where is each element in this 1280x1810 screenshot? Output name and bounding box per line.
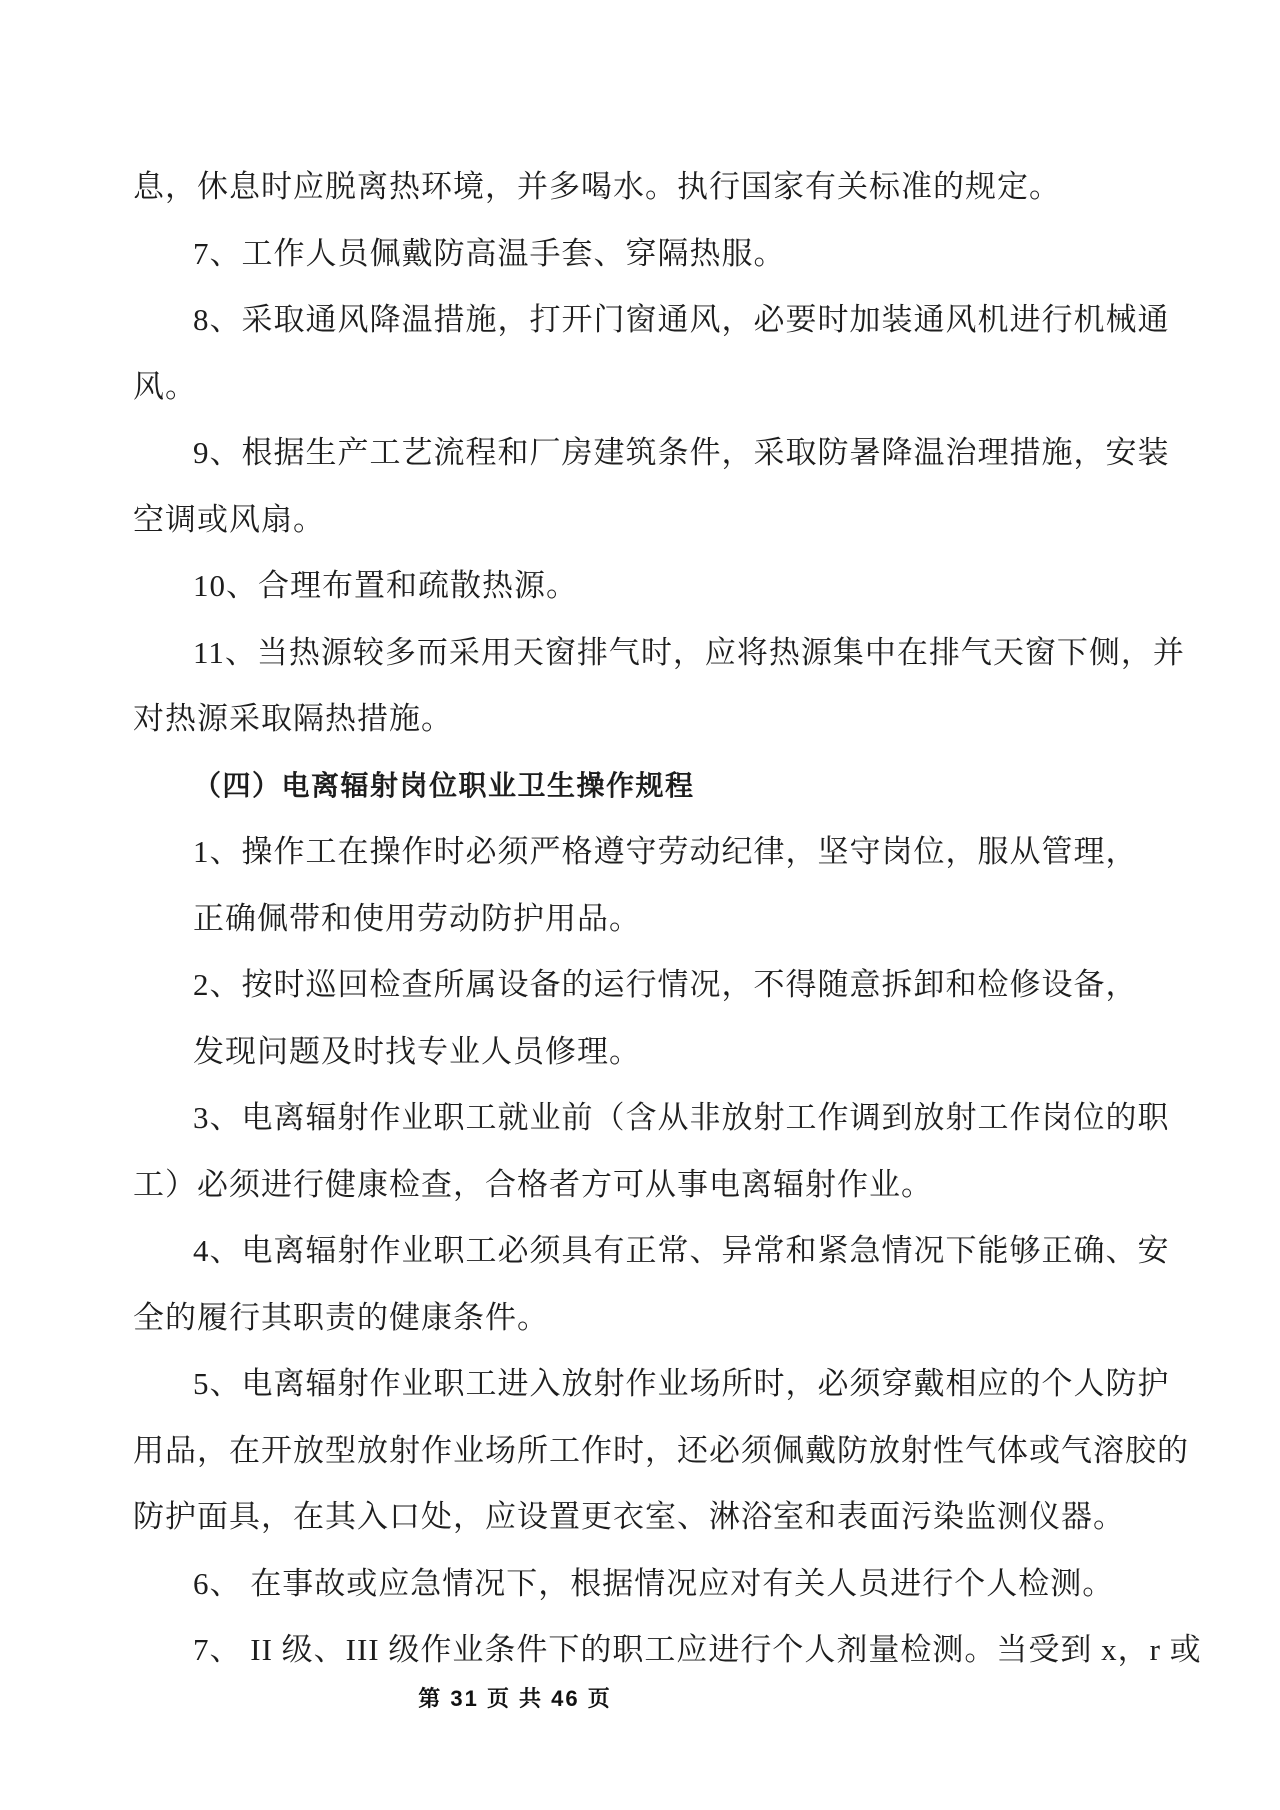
- section-heading: （四）电离辐射岗位职业卫生操作规程: [193, 769, 695, 801]
- paragraph-line: 发现问题及时找专业人员修理。: [193, 1033, 641, 1069]
- list-item-line: 6、 在事故或应急情况下，根据情况应对有关人员进行个人检测。: [193, 1565, 1115, 1601]
- list-item-line: 7、工作人员佩戴防高温手套、穿隔热服。: [193, 235, 786, 271]
- list-item-line: 5、电离辐射作业职工进入放射作业场所时，必须穿戴相应的个人防护: [193, 1366, 1170, 1401]
- paragraph-line: 正确佩带和使用劳动防护用品。: [193, 900, 641, 936]
- list-item-line: 3、电离辐射作业职工就业前（含从非放射工作调到放射工作岗位的职: [193, 1100, 1170, 1135]
- list-item-line: 10、合理布置和疏散热源。: [193, 568, 578, 603]
- list-item-line: 2、按时巡回检查所属设备的运行情况，不得随意拆卸和检修设备，: [193, 967, 1138, 1002]
- list-item-line: 1、操作工在操作时必须严格遵守劳动纪律，坚守岗位，服从管理，: [193, 834, 1138, 869]
- paragraph-line: 息，休息时应脱离热环境，并多喝水。执行国家有关标准的规定。: [133, 169, 1061, 204]
- list-item-line: 4、电离辐射作业职工必须具有正常、异常和紧急情况下能够正确、安: [193, 1233, 1170, 1268]
- paragraph-line: 用品，在开放型放射作业场所工作时，还必须佩戴防放射性气体或气溶胶的: [133, 1432, 1189, 1468]
- list-item-line: 11、当热源较多而采用天窗排气时，应将热源集中在排气天窗下侧，并: [193, 634, 1185, 670]
- paragraph-line: 全的履行其职责的健康条件。: [133, 1299, 549, 1335]
- list-item-line: 9、根据生产工艺流程和厂房建筑条件，采取防暑降温治理措施，安装: [193, 435, 1170, 470]
- document-body: [133, 154, 1202, 1684]
- page-number-footer: 第 31 页 共 46 页: [418, 1686, 612, 1711]
- paragraph-line: 空调或风扇。: [133, 501, 325, 537]
- paragraph-line: 风。: [133, 368, 197, 404]
- list-item-line: 8、采取通风降温措施，打开门窗通风，必要时加装通风机进行机械通: [193, 302, 1170, 337]
- paragraph-line: 防护面具，在其入口处，应设置更衣室、淋浴室和表面污染监测仪器。: [133, 1499, 1125, 1534]
- list-item-line: 7、 II 级、III 级作业条件下的职工应进行个人剂量检测。当受到 x，r 或: [193, 1632, 1202, 1667]
- paragraph-line: 对热源采取隔热措施。: [133, 701, 453, 736]
- paragraph-line: 工）必须进行健康检查，合格者方可从事电离辐射作业。: [133, 1166, 933, 1202]
